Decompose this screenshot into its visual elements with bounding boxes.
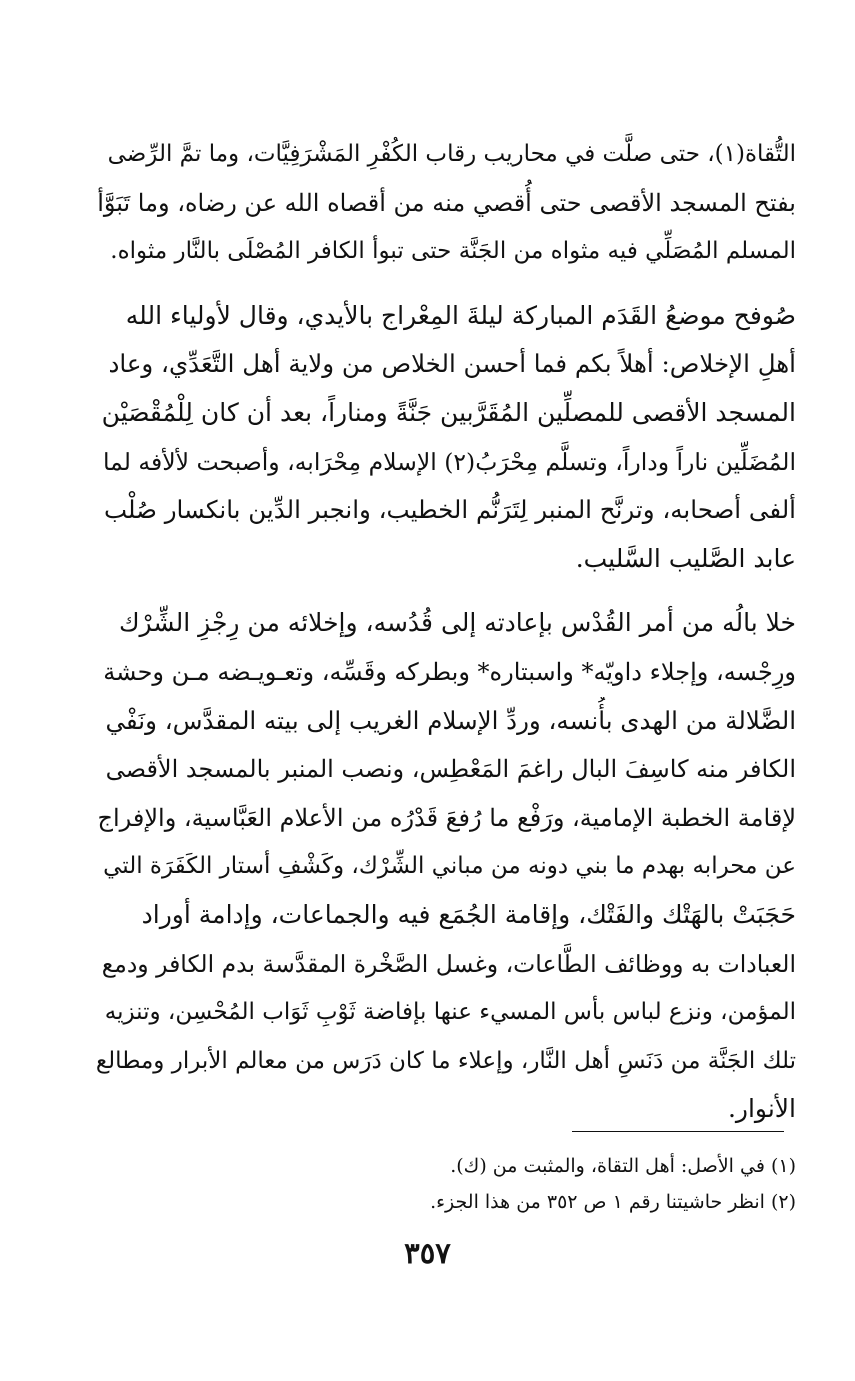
text-line: المُضَلِّين ناراً وداراً، وتسلَّم مِحْرَبُ(٢) الإسلام مِحْرَابه، وأصبحت لألأفه لما — [103, 447, 796, 476]
footnote-separator — [572, 1131, 784, 1132]
text-line: عن محرابه بهدم ما بني دونه من مباني الشِّرْك، وكَشْفِ أستار الكَفَرَة التي — [103, 853, 796, 880]
text-line: أهلِ الإخلاص: أهلاً بكم فما أحسن الخلاص من ولاية أهل التَّعَدِّي، وعاد — [108, 349, 796, 379]
text-line: خلا بالُه من أمر القُدْس بإعادته إلى قُدُسه، وإخلائه من رِجْزِ الشِّرْك — [118, 608, 796, 638]
text-line: المسجد الأقصى للمصلِّين المُقَرَّبين جَنَّةً ومناراً، بعد أن كان لِلْمُقْصَيْن — [101, 397, 796, 427]
text-line: الضَّلالة من الهدى بأُنسه، وردِّ الإسلام الغريب إلى بيته المقدَّس، ونَفْي — [105, 705, 796, 735]
text-line: حَجَبَتْ بالهَتْك والفَتْك، وإقامة الجُمَع فيه والجماعات، وإدامة أوراد — [141, 899, 796, 929]
text-line: الكافر منه كاسِفَ البال راغمَ المَعْطِس، ونصب المنبر بالمسجد الأقصى — [105, 755, 796, 784]
paragraph-3 — [96, 599, 796, 1134]
text-line: الأنوار. — [727, 1094, 796, 1124]
text-line: المؤمن، ونزع لباس بأس المسيء عنها بإفاضة ثَوْبِ ثَوَاب المُحْسِن، وتنزيه — [104, 999, 796, 1026]
footnotes — [96, 1148, 796, 1220]
text-line: صُوفح موضعُ القَدَم المباركة ليلةَ المِعْراج بالأيدي، وقال لأولياء الله — [125, 300, 796, 330]
text-line: بفتح المسجد الأقصى حتى أُقصي منه من أقصاه الله عن رضاه، وما تَبَوَّأ — [97, 188, 796, 217]
footnote-1: (١) في الأصل: أهل التقاة، والمثبت من (ك). — [450, 1155, 796, 1177]
text-line: ألفى أصحابه، وترنَّح المنبر لِتَرَنُّم الخطيب، وانجبر الدِّين بانكسار صُلْب — [103, 495, 796, 525]
page-number: ٣٥٧ — [404, 1236, 451, 1270]
text-line: المسلم المُصَلِّي فيه مثواه من الجَنَّة حتى تبوأ الكافر المُصْلَى بالنَّار مثواه. — [110, 238, 796, 265]
footnote-2: (٢) انظر حاشيتنا رقم ١ ص ٣٥٢ من هذا الجزء. — [430, 1191, 796, 1213]
text-line: ورِجْسه، وإجلاء داويّه* واسبتاره* وبطركه وقَسِّه، وتعـويـضه مـن وحشة — [103, 657, 796, 686]
text-line: العبادات به ووظائف الطَّاعات، وغسل الصَّخْرة المقدَّسة بدم الكافر ودمع — [101, 949, 796, 978]
text-line: لإقامة الخطبة الإمامية، ورَفْع ما رُفعَ قَدْرُه من الأعلام العَبَّاسية، والإفراج — [97, 803, 796, 832]
text-line: تلك الجَنَّة من دَنَسِ أهل النَّار، وإعلاء ما كان دَرَس من معالم الأبرار ومطالع — [96, 1047, 796, 1074]
paragraph-2 — [96, 292, 796, 584]
paragraph-1 — [96, 130, 796, 276]
text-line: التُّقاة(١)، حتى صلَّت في محاريب رقاب الكُفْرِ المَشْرَفِيَّات، وما تمَّ الرِّضى — [107, 141, 796, 167]
text-line: عابد الصَّليب السَّليب. — [575, 543, 796, 573]
main-text — [96, 130, 796, 1134]
